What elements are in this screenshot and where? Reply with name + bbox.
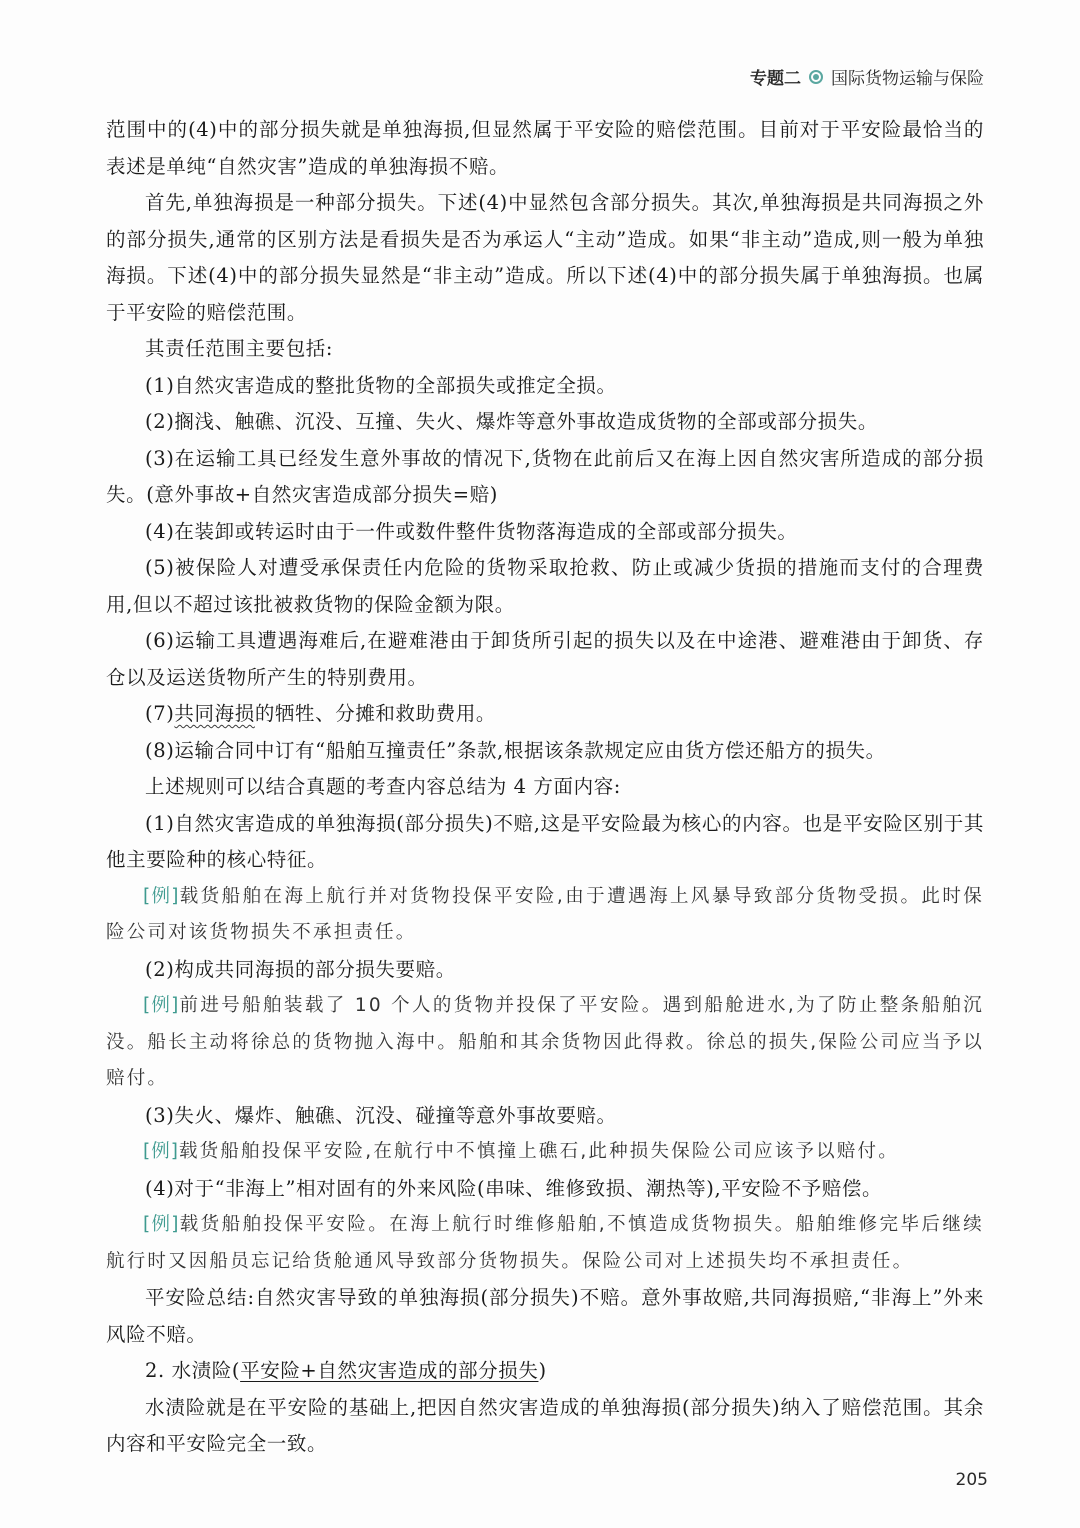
summary-point: (3)失火、爆炸、触礁、沉没、碰撞等意外事故要赔。: [145, 1103, 617, 1127]
example-text: 载货船舶投保平安险。在海上航行时维修船舶,不慎造成货物损失。船舶维修完毕后继续航行时又因船员忘记给货舱通风导致部分货物损失。保险公司对上述损失均不承担责任。: [106, 1214, 985, 1272]
list-item: (3)在运输工具已经发生意外事故的情况下,货物在此前后又在海上因自然灾害所造成的部分损失。(意外事故+自然灾害造成部分损失=赔): [106, 446, 984, 506]
example-paragraph: [106, 1207, 984, 1280]
wavy-underlined-term: 共同海损: [174, 702, 255, 725]
list-item: (4)在装卸或转运时由于一件或数件整件货物落海造成的全部或部分损失。: [145, 519, 798, 543]
page-number: 205: [955, 1470, 988, 1490]
example-paragraph: [106, 1134, 984, 1171]
item-number: (7): [145, 702, 175, 725]
list-item: (8)运输合同中订有“船舶互撞责任”条款,根据该条款规定应由货方偿还船方的损失。: [145, 738, 886, 762]
page-body: [106, 112, 984, 1463]
topic-label: 专题二: [750, 69, 801, 89]
heading-prefix: 2. 水渍险(: [145, 1359, 241, 1382]
list-item: [106, 696, 984, 733]
example-paragraph: [106, 988, 984, 1098]
example-text: 载货船舶投保平安险,在航行中不慎撞上礁石,此种损失保险公司应该予以赔付。: [178, 1141, 899, 1162]
underlined-definition: 平安险+自然灾害造成的部分损失: [240, 1359, 539, 1382]
paragraph: 其责任范围主要包括:: [145, 337, 334, 360]
circle-icon: [809, 70, 823, 84]
example-text: 载货船舶在海上航行并对货物投保平安险,由于遭遇海上风暴导致部分货物受损。此时保险公司对该货物损失不承担责任。: [106, 885, 985, 943]
list-item: (5)被保险人对遭受承保责任内危险的货物采取抢救、防止或减少货损的措施而支付的合理费用,但以不超过该批被救货物的保险金额为限。: [106, 556, 984, 616]
paragraph: 首先,单独海损是一种部分损失。下述(4)中显然包含部分损失。其次,单独海损是共同海损之外的部分损失,通常的区别方法是看损失是否为承运人“主动”造成。如果“非主动”造成,则一般为单独海损。下述(4)中的部分损失显然是“非主动”造成。所以下述(4)中的部分损失属于单独海损。也属于平安险的赔偿范围。: [106, 191, 984, 324]
summary-point: (2)构成共同海损的部分损失要赔。: [145, 957, 456, 981]
paragraph: 上述规则可以结合真题的考查内容总结为 4 方面内容:: [145, 775, 621, 798]
paragraph: 范围中的(4)中的部分损失就是单独海损,但显然属于平安险的赔偿范围。目前对于平安险最恰当的表述是单纯“自然灾害”造成的单独海损不赔。: [106, 118, 984, 178]
section-heading: [106, 1353, 984, 1390]
paragraph: 水渍险就是在平安险的基础上,把因自然灾害造成的单独海损(部分损失)纳入了赔偿范围。其余内容和平安险完全一致。: [106, 1395, 984, 1455]
item-text: 的牺牲、分摊和救助费用。: [254, 702, 497, 725]
summary-point: (4)对于“非海上”相对固有的外来风险(串味、维修致损、潮热等),平安险不予赔偿。: [145, 1176, 883, 1200]
conclusion-paragraph: 平安险总结:自然灾害导致的单独海损(部分损失)不赔。意外事故赔,共同海损赔,“非海上”外来风险不赔。: [106, 1286, 984, 1346]
example-text: 前进号船舶装载了 10 个人的货物并投保了平安险。遇到船舱进水,为了防止整条船舶沉没。船长主动将徐总的货物抛入海中。船舶和其余货物因此得救。徐总的损失,保险公司应当予以赔付。: [106, 995, 984, 1089]
list-item: (1)自然灾害造成的整批货物的全部损失或推定全损。: [145, 373, 617, 397]
chapter-title: 国际货物运输与保险: [831, 69, 984, 89]
running-header: [750, 64, 984, 89]
list-item: (6)运输工具遭遇海难后,在避难港由于卸货所引起的损失以及在中途港、避难港由于卸货、存仓以及运送货物所产生的特别费用。: [106, 629, 984, 689]
example-tag: [例]: [143, 1214, 180, 1235]
example-tag: [例]: [143, 995, 180, 1016]
summary-point: (1)自然灾害造成的单独海损(部分损失)不赔,这是平安险最为核心的内容。也是平安险区别于其他主要险种的核心特征。: [106, 811, 984, 871]
example-tag: [例]: [143, 885, 180, 907]
list-item: (2)搁浅、触礁、沉没、互撞、失火、爆炸等意外事故造成货物的全部或部分损失。: [145, 410, 878, 433]
example-tag: [例]: [143, 1141, 179, 1162]
example-paragraph: [106, 879, 984, 952]
heading-suffix: ): [538, 1359, 547, 1382]
